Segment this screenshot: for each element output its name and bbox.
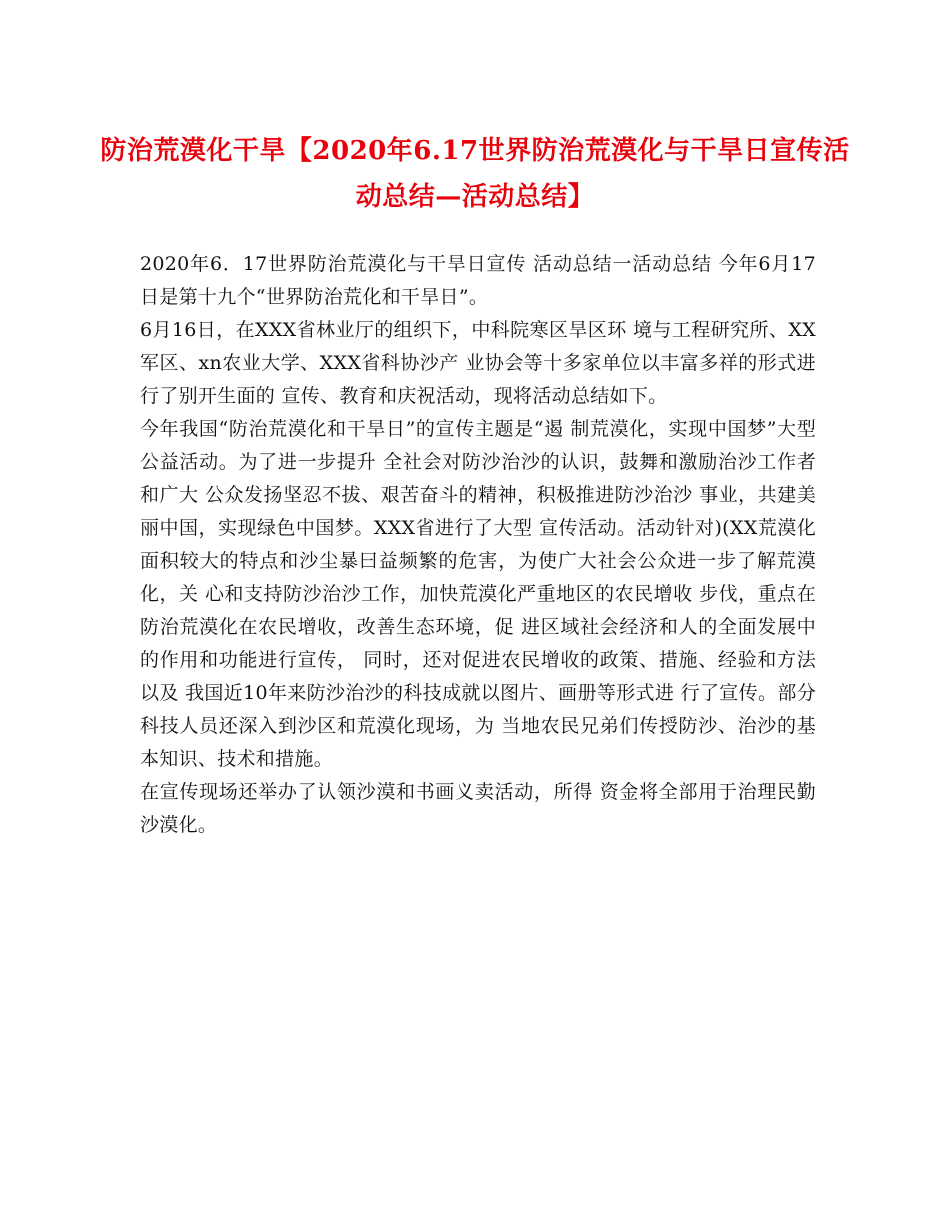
body-paragraph-3: 今年我国“防治荒漠化和干旱日”的宣传主题是“遏 制荒漠化，实现中国梦”大型公益活动。为了进一步提升 全社会对防沙治沙的认识，鼓舞和激励治沙工作者和广大 公众发扬坚忍不拔、艰苦奋斗的精神，积极推进防沙治沙 事业，共建美丽中国，实现绿色中国梦。XXX省进行了大型 宣传活动。活动针对)(XX荒漠化面积较大的特点和沙尘暴曰益频繁的危害，为使广大社会公众进一步了解荒漠化，关 心和支持防沙治沙工作，加快荒漠化严重地区的农民增收 步伐，重点在防治荒漠化在农民增收，改善生态环境，促 进区域社会经济和人的全面发展中的作用和功能进行宣传， 同时，还对促进农民增收的政策、措施、经验和方法以及 我国近10年来防沙治沙的科技成就以图片、画册等形式进 行了宣传。部分科技人员还深入到沙区和荒漠化现场，为 当地农民兄弟们传授防沙、治沙的基本知识、技术和措施。 — [140, 418, 816, 770]
document-body — [140, 248, 816, 842]
body-paragraph-2: 6月16日，在XXX省林业厅的组织下，中科院寒区旱区环 境与工程研究所、XX军区、xn农业大学、XXX省科协沙产 业协会等十多家单位以丰富多祥的形式进行了别开生面的 宣传、教育和庆祝活动，现将活动总结如下。 — [140, 319, 816, 407]
document-title: 防治荒漠化干旱【2020年6.17世界防治荒漠化与干旱日宣传活动总结—活动总结】 — [100, 136, 850, 212]
body-paragraph-1: 2020年6．17世界防治荒漠化与干旱日宣传 活动总结一活动总结 今年6月17日是第十九个“世界防治荒化和干旱日”。 — [140, 253, 816, 308]
body-paragraph-4: 在宣传现场还举办了认领沙漠和书画义卖活动，所得 资金将全部用于治理民勤沙漠化。 — [140, 781, 816, 836]
